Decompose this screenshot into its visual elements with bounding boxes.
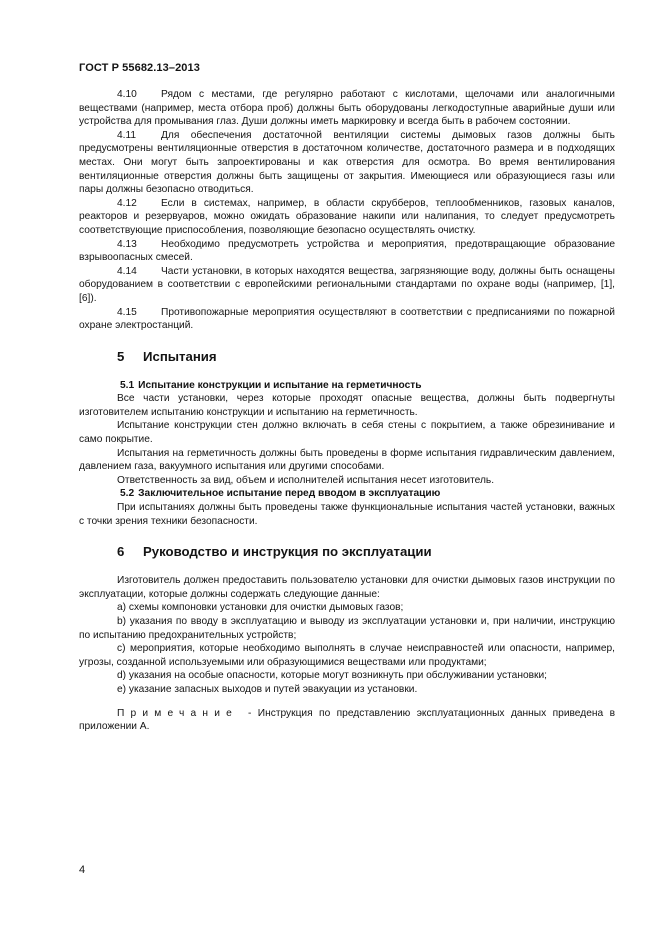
clause-4-14	[79, 265, 615, 306]
list-item: d) указания на особые опасности, которые могут возникнуть при обслуживании установки;	[117, 670, 547, 682]
clause-4-12	[79, 197, 615, 238]
subsection-number: 5.2	[120, 488, 135, 500]
note-text: - Инструкция по представлению эксплуатационных данных приведена в приложении А.	[79, 707, 615, 733]
clause-number: 4.11	[117, 129, 137, 141]
section-title: Испытания	[143, 348, 217, 364]
clause-4-10	[79, 88, 615, 129]
clause-4-15	[79, 306, 615, 333]
subsection-title: Испытание конструкции и испытание на герметичность	[138, 379, 422, 391]
clause-text: Противопожарные мероприятия осуществляют в соответствии с предписаниями по пожарной охране электростанций.	[79, 306, 615, 332]
section-number: 5	[117, 348, 125, 364]
clause-number: 4.12	[117, 197, 137, 209]
subsection-number: 5.1	[120, 379, 135, 391]
clause-4-13	[79, 238, 615, 265]
list-item: c) мероприятия, которые необходимо выполнять в случае неисправностей или опасности, например, угрозы, созданной используемыми или образующимися веществами или продуктами;	[79, 643, 615, 668]
list-item: a) схемы компоновки установки для очистки дымовых газов;	[117, 602, 404, 614]
clause-4-11	[79, 129, 615, 197]
clause-text: Для обеспечения достаточной вентиляции системы дымовых газов должны быть предусмотрены вентиляционные отверстия в достаточном количестве, достаточного размера и в подходящих местах. Они могут быть запроектированы и как отверстия для осмотра. Во время вентилирования вентиляционные отверстия должны быть защищены от закрытия. Имеющиеся или образующиеся газы или пары должны безопасно отводиться.	[79, 129, 615, 196]
document-code: ГОСТ Р 55682.13–2013	[79, 62, 200, 74]
list-item: e) указание запасных выходов и путей эвакуации из установки.	[117, 683, 418, 695]
section-5-heading	[79, 349, 615, 365]
clause-text: Необходимо предусмотреть устройства и мероприятия, предотвращающие образование взрывоопасных смесей.	[79, 238, 615, 264]
subsection-5-1-heading	[79, 379, 615, 393]
paragraph: Испытание конструкции стен должно включать в себя стены с покрытием, а также обрезинивание и само покрытие.	[79, 420, 615, 446]
list-item: b) указания по вводу в эксплуатацию и выводу из эксплуатации установки и, при наличии, инструкцию по испытанию предохранительных устройств;	[79, 616, 615, 641]
note-label: Примечание	[117, 707, 238, 719]
subsection-5-2-heading	[79, 487, 615, 501]
paragraph: Испытания на герметичность должны быть проведены в форме испытания гидравлическим давлением, давлением газа, вакуумного испытания или другими способами.	[79, 447, 615, 473]
clause-text: Части установки, в которых находятся вещества, загрязняющие воду, должны быть оснащены оборудованием в соответствии с европейскими региональными стандартами по охране воды (например, [1], [6]).	[79, 265, 615, 304]
section-number: 6	[117, 544, 125, 560]
clause-number: 4.15	[117, 306, 137, 318]
clause-number: 4.10	[117, 89, 137, 100]
subsection-title: Заключительное испытание перед вводом в эксплуатацию	[138, 488, 441, 500]
paragraph: При испытаниях должны быть проведены также функциональные испытания частей установки, важных с точки зрения техники безопасности.	[79, 502, 615, 527]
note	[79, 707, 615, 734]
clause-number: 4.13	[117, 238, 137, 250]
clause-number: 4.14	[117, 265, 137, 277]
section-title: Руководство и инструкция по эксплуатации	[143, 544, 432, 560]
paragraph: Ответственность за вид, объем и исполнителей испытания несет изготовитель.	[117, 474, 495, 486]
section-6-heading	[79, 544, 615, 560]
paragraph: Изготовитель должен предоставить пользователю установки для очистки дымовых газов инструкции по эксплуатации, которые должны содержать следующие данные:	[79, 575, 615, 600]
clause-text: Если в системах, например, в области скрубберов, теплообменников, газовых каналов, реакторов и резервуаров, можно ожидать образование накипи или налипания, то следует предусмотреть соответствующие приспособления, позволяющие безопасно осуществлять очистку.	[79, 197, 615, 236]
page-number: 4	[79, 864, 86, 876]
clause-text: Рядом с местами, где регулярно работают с кислотами, щелочами или аналогичными веществами (например, места отбора проб) должны быть оборудованы легкодоступные аварийные души или устройства для промывания глаз. Души должны иметь маркировку и всегда быть в рабочем состоянии.	[79, 89, 615, 128]
paragraph: Все части установки, через которые проходят опасные вещества, должны быть подвергнуты изготовителем испытанию конструкции и испытанию на герметичность.	[79, 393, 615, 418]
document-body	[79, 88, 615, 734]
